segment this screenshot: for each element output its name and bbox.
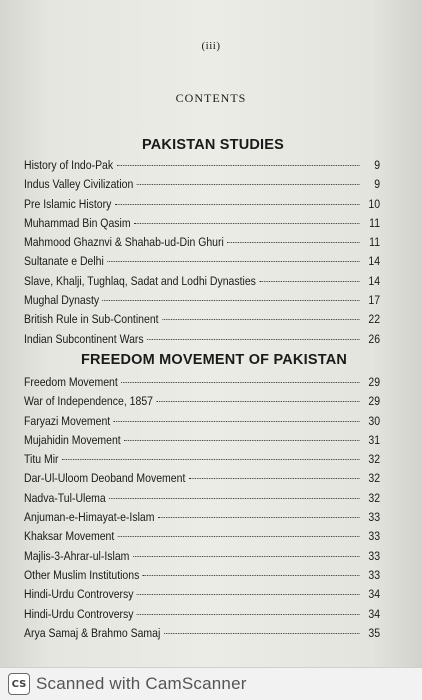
toc-entry: [24, 252, 380, 271]
toc-entry-title: Mahmood Ghaznvi & Shahab-ud-Din Ghuri: [24, 235, 224, 250]
dot-leader: [147, 339, 359, 340]
dot-leader: [117, 165, 360, 166]
toc-entry-page: 33: [368, 548, 381, 563]
page-number: (iii): [201, 40, 221, 52]
camscanner-watermark-text: Scanned with CamScanner: [36, 674, 247, 693]
toc-entry-title: British Rule in Sub-Continent: [24, 312, 159, 327]
toc-entry: [24, 175, 380, 194]
toc-list-pakistan-studies: [24, 156, 380, 349]
toc-entry: [24, 214, 380, 233]
toc-entry: [24, 585, 380, 604]
toc-entry-page: 32: [368, 452, 381, 467]
dot-leader: [259, 281, 359, 282]
section-title-pakistan-studies: PAKISTAN STUDIES: [141, 137, 285, 153]
toc-list-freedom-movement: [24, 373, 380, 643]
camscanner-logo: CS: [8, 673, 30, 695]
toc-entry-page: 33: [368, 510, 381, 525]
toc-entry-title: Mujahidin Movement: [24, 432, 121, 447]
toc-entry-title: Nadva-Tul-Ulema: [24, 490, 106, 505]
toc-entry-title: Indus Valley Civilization: [24, 177, 134, 192]
dot-leader: [124, 440, 359, 441]
toc-entry: [24, 412, 380, 431]
toc-entry-title: Indian Subcontinent Wars: [24, 331, 144, 346]
section-title-freedom-movement: FREEDOM MOVEMENT OF PAKISTAN: [80, 352, 348, 368]
toc-entry-title: Muhammad Bin Qasim: [24, 215, 131, 230]
toc-entry-title: History of Indo-Pak: [24, 158, 114, 172]
toc-entry-title: Khaksar Movement: [24, 529, 115, 544]
dot-leader: [134, 223, 359, 224]
toc-entry-page: 29: [368, 375, 381, 389]
toc-entry-title: Hindi-Urdu Controversy: [24, 606, 134, 621]
toc-entry-page: 9: [374, 158, 381, 172]
toc-entry-page: 33: [368, 567, 381, 582]
toc-entry-page: 10: [368, 196, 381, 211]
dot-leader: [114, 421, 360, 422]
toc-entry-title: Pre Islamic History: [24, 196, 112, 211]
toc-entry-title: Faryazi Movement: [24, 413, 111, 428]
toc-entry-title: Arya Samaj & Brahmo Samaj: [24, 625, 161, 640]
toc-entry: [24, 508, 380, 527]
toc-entry-title: Slave, Khalji, Tughlaq, Sadat and Lodhi Dynasties: [24, 273, 256, 288]
toc-entry: [24, 272, 380, 291]
toc-entry-page: 14: [368, 273, 381, 288]
dot-leader: [143, 575, 360, 576]
toc-entry: [24, 233, 380, 252]
toc-entry-page: 34: [368, 587, 381, 602]
toc-entry-page: 11: [369, 215, 381, 230]
toc-entry-page: 22: [368, 312, 381, 327]
toc-entry-page: 33: [368, 529, 381, 544]
dot-leader: [118, 536, 360, 537]
toc-entry-page: 17: [368, 293, 381, 308]
toc-entry: [24, 547, 380, 566]
toc-entry: [24, 291, 380, 310]
toc-entry: [24, 373, 380, 392]
dot-leader: [156, 401, 359, 402]
toc-entry-page: 31: [368, 432, 381, 447]
toc-entry-title: Mughal Dynasty: [24, 293, 100, 308]
dot-leader: [121, 382, 359, 383]
toc-entry-title: Titu Mir: [24, 452, 59, 467]
toc-entry: [24, 566, 380, 585]
dot-leader: [227, 242, 359, 243]
toc-entry-page: 35: [368, 625, 381, 640]
toc-entry: [24, 469, 380, 488]
dot-leader: [103, 300, 360, 301]
dot-leader: [109, 498, 359, 499]
dot-leader: [137, 614, 359, 615]
toc-entry-page: 9: [374, 177, 381, 192]
toc-entry-page: 11: [369, 235, 381, 250]
toc-entry-title: Anjuman-e-Himayat-e-Islam: [24, 510, 155, 525]
toc-entry-title: Hindi-Urdu Controversy: [24, 587, 134, 602]
dot-leader: [164, 633, 360, 634]
toc-entry-title: Dar-Ul-Uloom Deoband Movement: [24, 471, 186, 486]
toc-entry-page: 30: [368, 413, 381, 428]
dot-leader: [137, 594, 359, 595]
camscanner-footer: [0, 667, 422, 700]
dot-leader: [189, 478, 360, 479]
toc-entry-title: Freedom Movement: [24, 375, 118, 389]
toc-entry-title: Other Muslim Institutions: [24, 567, 140, 582]
toc-entry-title: Majlis-3-Ahrar-ul-Islam: [24, 548, 130, 563]
toc-entry: [24, 310, 380, 329]
toc-entry-title: War of Independence, 1857: [24, 394, 153, 409]
toc-entry: [24, 195, 380, 214]
toc-entry: [24, 489, 380, 508]
dot-leader: [107, 261, 359, 262]
toc-entry-page: 32: [368, 490, 381, 505]
toc-entry: [24, 330, 380, 349]
toc-entry: [24, 527, 380, 546]
dot-leader: [162, 319, 359, 320]
dot-leader: [158, 517, 359, 518]
dot-leader: [133, 556, 360, 557]
toc-entry-page: 26: [368, 331, 381, 346]
toc-entry-page: 34: [368, 606, 381, 621]
dot-leader: [62, 459, 359, 460]
toc-entry: [24, 605, 380, 624]
toc-entry: [24, 624, 380, 643]
contents-heading: CONTENTS: [175, 91, 247, 105]
toc-entry: [24, 392, 380, 411]
toc-entry-page: 32: [368, 471, 381, 486]
toc-entry-page: 29: [368, 394, 381, 409]
toc-entry: [24, 431, 380, 450]
dot-leader: [115, 204, 360, 205]
toc-entry: [24, 450, 380, 469]
toc-entry-page: 14: [368, 254, 381, 269]
toc-entry-title: Sultanate e Delhi: [24, 254, 104, 269]
dot-leader: [137, 184, 360, 185]
toc-entry: [24, 156, 380, 175]
